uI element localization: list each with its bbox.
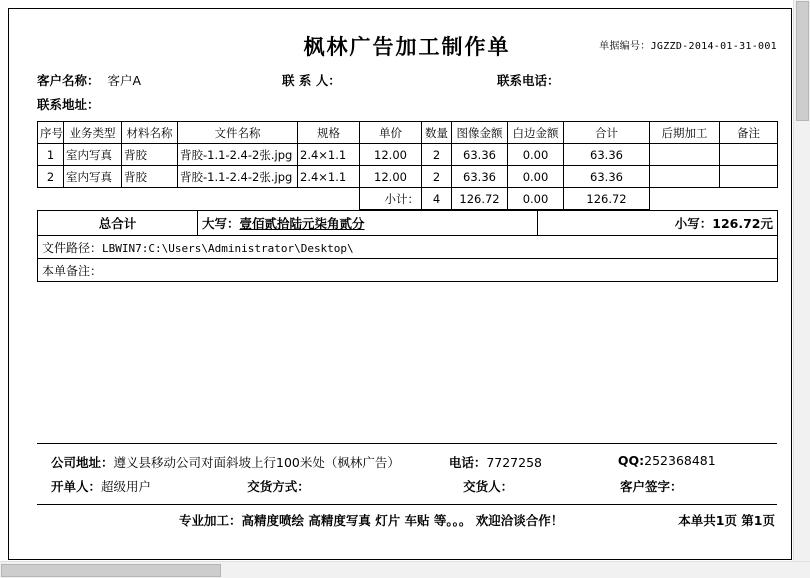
cell-edge-amount: 0.00 (508, 144, 564, 166)
maker-value: 超级用户 (101, 479, 152, 494)
phone-field (497, 71, 757, 89)
document-footer (37, 443, 777, 529)
col-no: 序号 (38, 122, 64, 144)
customer-field (37, 71, 282, 89)
cell-no: 1 (38, 144, 64, 166)
cell-spec: 2.4×1.1 (298, 166, 360, 188)
col-filename: 文件名称 (178, 122, 298, 144)
subtotal-qty: 4 (422, 188, 452, 210)
signature-label: 客户签字： (620, 479, 683, 494)
footer-tagline: 专业加工：高精度喷绘 高精度写真 灯片 车贴 等。。。 欢迎洽谈合作！ (179, 513, 564, 528)
subtotal-label: 小计： (360, 188, 422, 210)
file-path-cell (38, 236, 778, 259)
contact-field (282, 71, 497, 89)
document-frame (8, 8, 792, 560)
col-price: 单价 (360, 122, 422, 144)
company-qq-field (618, 453, 777, 471)
contact-label: 联 系 人： (282, 73, 341, 88)
doc-number-value: JGZZD-2014-01-31-001 (650, 41, 777, 52)
cell-price: 12.00 (360, 144, 422, 166)
footer-tagline-row (37, 511, 777, 529)
col-total: 合计 (564, 122, 650, 144)
company-address-value: 遵义县移动公司对面斜坡上行100米处（枫林广告） (113, 455, 400, 470)
meta-row-1 (37, 71, 777, 89)
delivery-method-field (247, 477, 463, 495)
cell-type: 室内写真 (64, 144, 122, 166)
table-header-row (38, 122, 778, 144)
footer-line-1 (37, 450, 777, 474)
cell-qty: 2 (422, 166, 452, 188)
address-label: 联系地址： (37, 97, 100, 112)
subtotal-total: 126.72 (564, 188, 650, 210)
table-row[interactable] (38, 166, 778, 188)
page-title: 枫林广告加工制作单 (303, 35, 511, 59)
customer-value: 客户A (107, 73, 142, 88)
address-field (37, 95, 282, 113)
maker-field (37, 477, 247, 495)
cell-total: 63.36 (564, 166, 650, 188)
order-remark-cell: 本单备注： (38, 259, 778, 282)
delivery-method-label: 交货方式： (247, 479, 310, 494)
cell-remark (720, 144, 778, 166)
cell-post-process (650, 166, 720, 188)
vertical-scrollbar[interactable] (793, 0, 810, 578)
lowercase-amount-cell (538, 211, 778, 236)
uppercase-amount-cell (198, 211, 538, 236)
file-path-value: LBWIN7:C:\Users\Administrator\Desktop\ (102, 241, 354, 255)
lowercase-value: 126.72元 (712, 216, 773, 231)
doc-number (599, 37, 777, 52)
cell-filename: 背胶-1.1-2.4-2张.jpg (178, 166, 298, 188)
subtotal-edge-amount: 0.00 (508, 188, 564, 210)
cell-post-process (650, 144, 720, 166)
file-path-row (38, 236, 778, 259)
doc-number-label: 单据编号： (599, 41, 651, 52)
horizontal-scrollbar-thumb[interactable] (1, 564, 221, 577)
summary-table (37, 210, 778, 282)
cell-remark (720, 166, 778, 188)
footer-page-info: 本单共1页 第1页 (678, 513, 775, 528)
cell-price: 12.00 (360, 166, 422, 188)
company-tel-field (449, 453, 618, 471)
subtotal-image-amount: 126.72 (452, 188, 508, 210)
grand-total-label: 总合计 (38, 211, 198, 236)
footer-box (37, 443, 777, 505)
uppercase-value: 壹佰贰拾陆元柒角贰分 (239, 216, 365, 231)
company-qq-value: 252368481 (644, 453, 716, 468)
signature-field (620, 477, 777, 495)
col-qty: 数量 (422, 122, 452, 144)
cell-spec: 2.4×1.1 (298, 144, 360, 166)
cell-material: 背胶 (122, 166, 178, 188)
deliverer-label: 交货人： (463, 479, 514, 494)
scrollbar-corner (794, 562, 810, 578)
file-path-label: 文件路径： (42, 240, 103, 255)
col-remark: 备注 (720, 122, 778, 144)
maker-label: 开单人： (51, 479, 102, 494)
col-spec: 规格 (298, 122, 360, 144)
company-address-field (37, 453, 449, 471)
order-remark-row (38, 259, 778, 282)
meta-row-2 (37, 95, 777, 113)
cell-type: 室内写真 (64, 166, 122, 188)
deliverer-field (463, 477, 620, 495)
col-edge-amount: 白边金额 (508, 122, 564, 144)
uppercase-label: 大写： (202, 216, 240, 231)
vertical-scrollbar-thumb[interactable] (796, 1, 809, 121)
company-tel-value: 7727258 (486, 455, 542, 470)
grand-total-row (38, 211, 778, 236)
table-row[interactable] (38, 144, 778, 166)
subtotal-row (38, 188, 778, 210)
company-address-label: 公司地址： (51, 455, 114, 470)
items-table (37, 121, 778, 210)
company-tel-label: 电话： (448, 455, 487, 470)
col-type: 业务类型 (64, 122, 122, 144)
cell-image-amount: 63.36 (452, 166, 508, 188)
cell-edge-amount: 0.00 (508, 166, 564, 188)
cell-total: 63.36 (564, 144, 650, 166)
phone-label: 联系电话： (497, 73, 560, 88)
horizontal-scrollbar[interactable] (0, 561, 810, 578)
customer-label: 客户名称： (37, 73, 100, 88)
cell-qty: 2 (422, 144, 452, 166)
col-post-process: 后期加工 (650, 122, 720, 144)
footer-line-2 (37, 474, 777, 498)
cell-material: 背胶 (122, 144, 178, 166)
cell-image-amount: 63.36 (452, 144, 508, 166)
col-material: 材料名称 (122, 122, 178, 144)
company-qq-label: QQ: (617, 453, 645, 468)
col-image-amount: 图像金额 (452, 122, 508, 144)
cell-filename: 背胶-1.1-2.4-2张.jpg (178, 144, 298, 166)
lowercase-label: 小写： (674, 216, 713, 231)
document-content (37, 25, 777, 282)
cell-no: 2 (38, 166, 64, 188)
